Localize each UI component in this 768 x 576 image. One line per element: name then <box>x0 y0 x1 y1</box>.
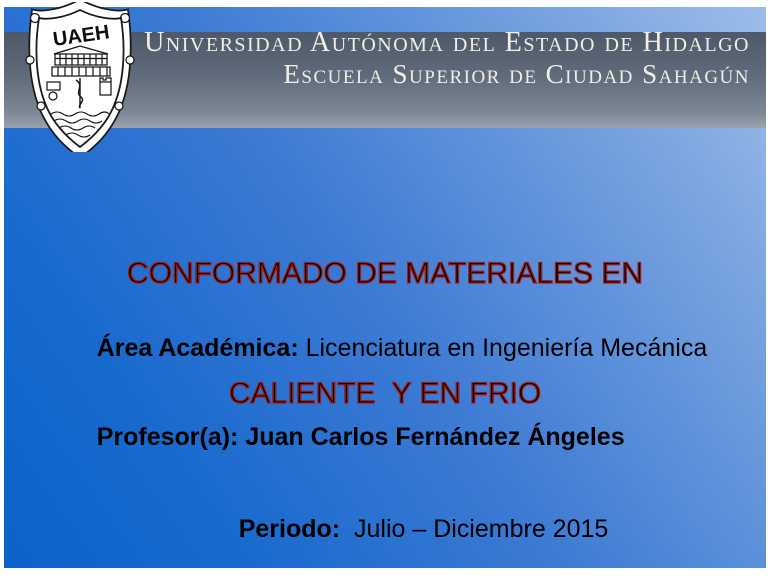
uaeh-crest-icon <box>18 2 142 152</box>
professor-label: Profesor(a): <box>96 423 239 451</box>
slide-canvas <box>4 7 766 568</box>
slide-title-line1: CONFORMADO DE MATERIALES EN <box>126 257 644 290</box>
slide-title-line2: CALIENTE Y EN FRIO <box>228 377 542 410</box>
period-value: Julio – Diciembre 2015 <box>340 515 609 543</box>
university-name: Universidad Autónoma del Estado de Hidalgo <box>144 27 750 58</box>
professor-line <box>55 392 625 482</box>
period-line <box>197 484 608 574</box>
academic-area-label: Área Académica: <box>96 334 299 362</box>
crest-acronym: UAEH <box>51 21 111 51</box>
academic-area-value: Licenciatura en Ingeniería Mecánica <box>298 334 708 362</box>
institution-header <box>144 27 750 91</box>
academic-area-line <box>55 303 707 393</box>
professor-value: Juan Carlos Fernández Ángeles <box>238 423 625 451</box>
school-name: Escuela Superior de Ciudad Sahagún <box>283 59 750 90</box>
period-label: Periodo: <box>238 515 341 543</box>
